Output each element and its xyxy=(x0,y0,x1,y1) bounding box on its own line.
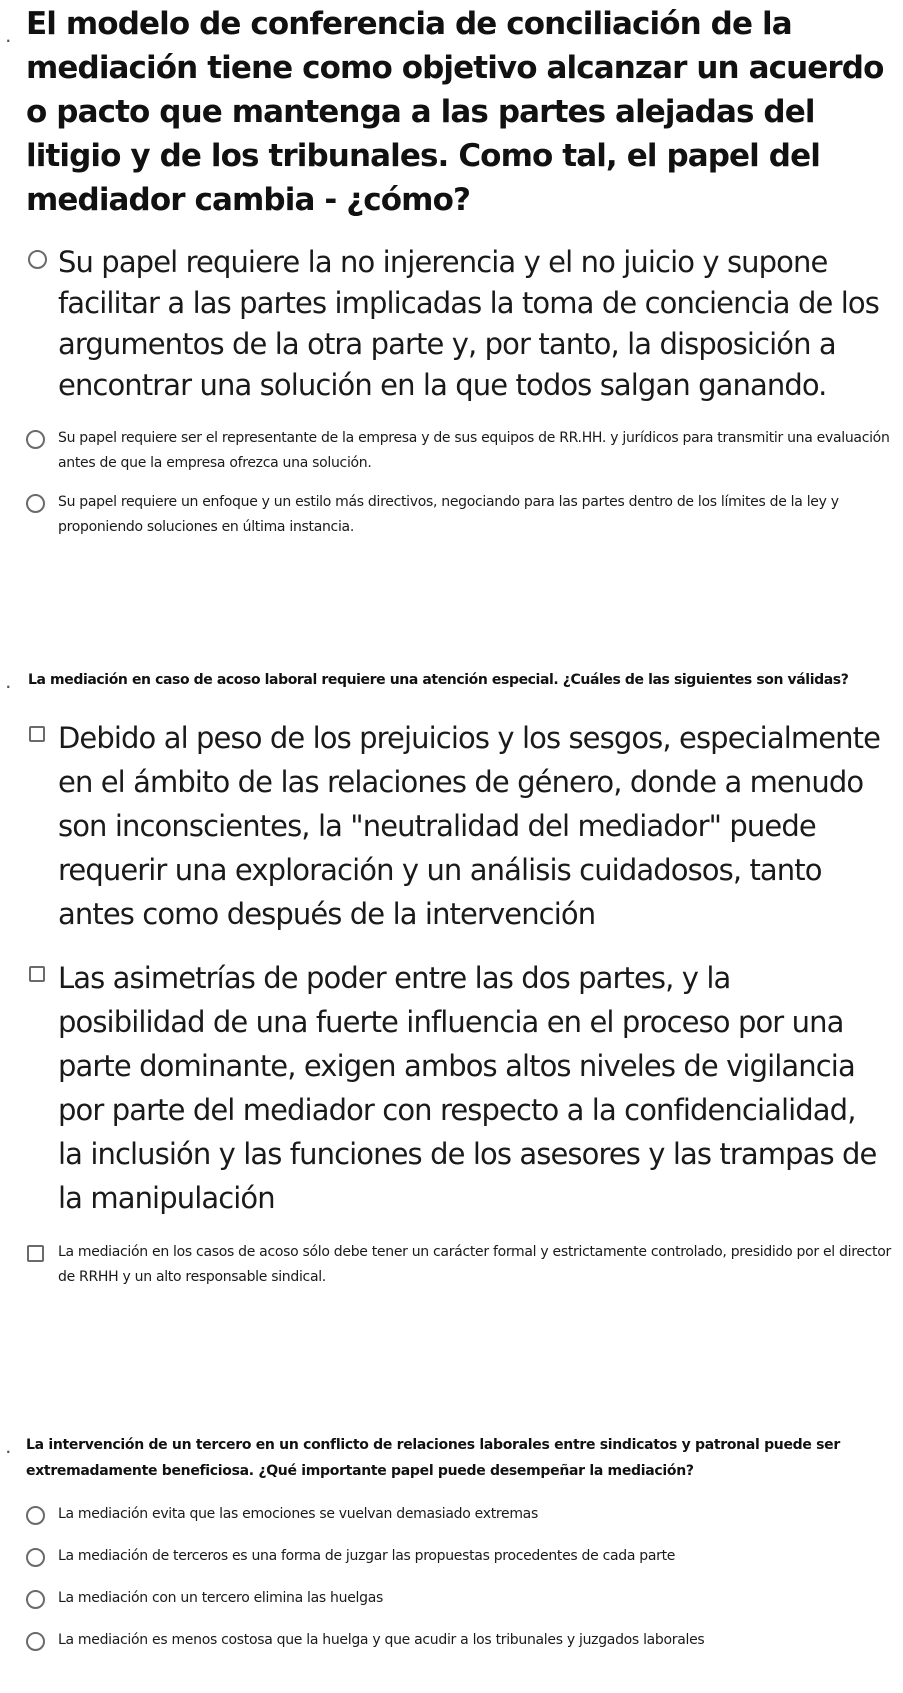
question-3-option-2[interactable] xyxy=(0,1544,903,1569)
question-2-title xyxy=(0,668,903,693)
radio-button[interactable] xyxy=(26,1590,45,1609)
question-1 xyxy=(0,2,903,540)
question-2-text: La mediación en caso de acoso laboral requiere una atención especial. ¿Cuáles de las siguientes son válidas? xyxy=(28,672,849,688)
radio-button[interactable] xyxy=(28,250,47,269)
radio-button[interactable] xyxy=(26,1506,45,1525)
option-label: Su papel requiere ser el representante de la empresa y de sus equipos de RR.HH. y jurídicos para transmitir una evaluación antes de que la empresa ofrezca una solución. xyxy=(58,430,890,471)
option-label: Debido al peso de los prejuicios y los sesgos, especialmente en el ámbito de las relaciones de género, donde a menudo son inconscientes, la "neutralidad del mediador" puede requerir una exploración y un análisis cuidadosos, tanto antes como después de la intervención xyxy=(58,721,881,931)
question-3-option-1[interactable] xyxy=(0,1502,903,1527)
question-1-option-2[interactable] xyxy=(0,426,903,476)
question-3-text: La intervención de un tercero en un conflicto de relaciones laborales entre sindicatos y patronal puede ser extremadamente beneficiosa. ¿Qué importante papel puede desempeñar la mediación? xyxy=(26,1437,840,1479)
option-label: La mediación es menos costosa que la huelga y que acudir a los tribunales y juzgados laborales xyxy=(58,1632,705,1648)
question-2-option-1[interactable] xyxy=(0,716,903,936)
question-2-bullet: . xyxy=(6,677,11,691)
question-2-option-2[interactable] xyxy=(0,956,903,1220)
question-1-title xyxy=(0,2,903,222)
question-2 xyxy=(0,668,903,1290)
question-2-option-3[interactable] xyxy=(0,1240,903,1290)
checkbox[interactable] xyxy=(29,726,45,742)
checkbox[interactable] xyxy=(27,1245,44,1262)
question-3 xyxy=(0,1432,903,1653)
checkbox[interactable] xyxy=(29,966,45,982)
question-3-option-4[interactable] xyxy=(0,1628,903,1653)
option-label: La mediación de terceros es una forma de juzgar las propuestas procedentes de cada parte xyxy=(58,1548,676,1564)
option-label: La mediación evita que las emociones se vuelvan demasiado extremas xyxy=(58,1506,538,1522)
question-3-option-3[interactable] xyxy=(0,1586,903,1611)
radio-button[interactable] xyxy=(26,1632,45,1651)
option-label: La mediación con un tercero elimina las huelgas xyxy=(58,1590,383,1606)
radio-button[interactable] xyxy=(26,430,45,449)
question-1-option-1[interactable] xyxy=(0,242,903,406)
option-label: Su papel requiere la no injerencia y el no juicio y supone facilitar a las partes implicadas la toma de conciencia de los argumentos de la otra parte y, por tanto, la disposición a encontrar una solución en la que todos salgan ganando. xyxy=(58,245,879,402)
question-1-text: El modelo de conferencia de conciliación de la mediación tiene como objetivo alcanzar un acuerdo o pacto que mantenga a las partes alejadas del litigio y de los tribunales. Como tal, el papel del mediador cambia - ¿cómo? xyxy=(26,6,884,218)
question-3-title xyxy=(0,1432,903,1484)
question-3-bullet: . xyxy=(6,1442,11,1456)
radio-button[interactable] xyxy=(26,494,45,513)
option-label: Las asimetrías de poder entre las dos partes, y la posibilidad de una fuerte influencia en el proceso por una parte dominante, exigen ambos altos niveles de vigilancia por parte del mediador con respecto a la confidencialidad, la inclusión y las funciones de los asesores y las trampas de la manipulación xyxy=(58,961,877,1215)
question-1-option-3[interactable] xyxy=(0,490,903,540)
option-label: Su papel requiere un enfoque y un estilo más directivos, negociando para las partes dentro de los límites de la ley y proponiendo soluciones en última instancia. xyxy=(58,494,839,535)
option-label: La mediación en los casos de acoso sólo debe tener un carácter formal y estrictamente controlado, presidido por el director de RRHH y un alto responsable sindical. xyxy=(58,1244,891,1285)
question-1-bullet: . xyxy=(6,31,10,45)
radio-button[interactable] xyxy=(26,1548,45,1567)
